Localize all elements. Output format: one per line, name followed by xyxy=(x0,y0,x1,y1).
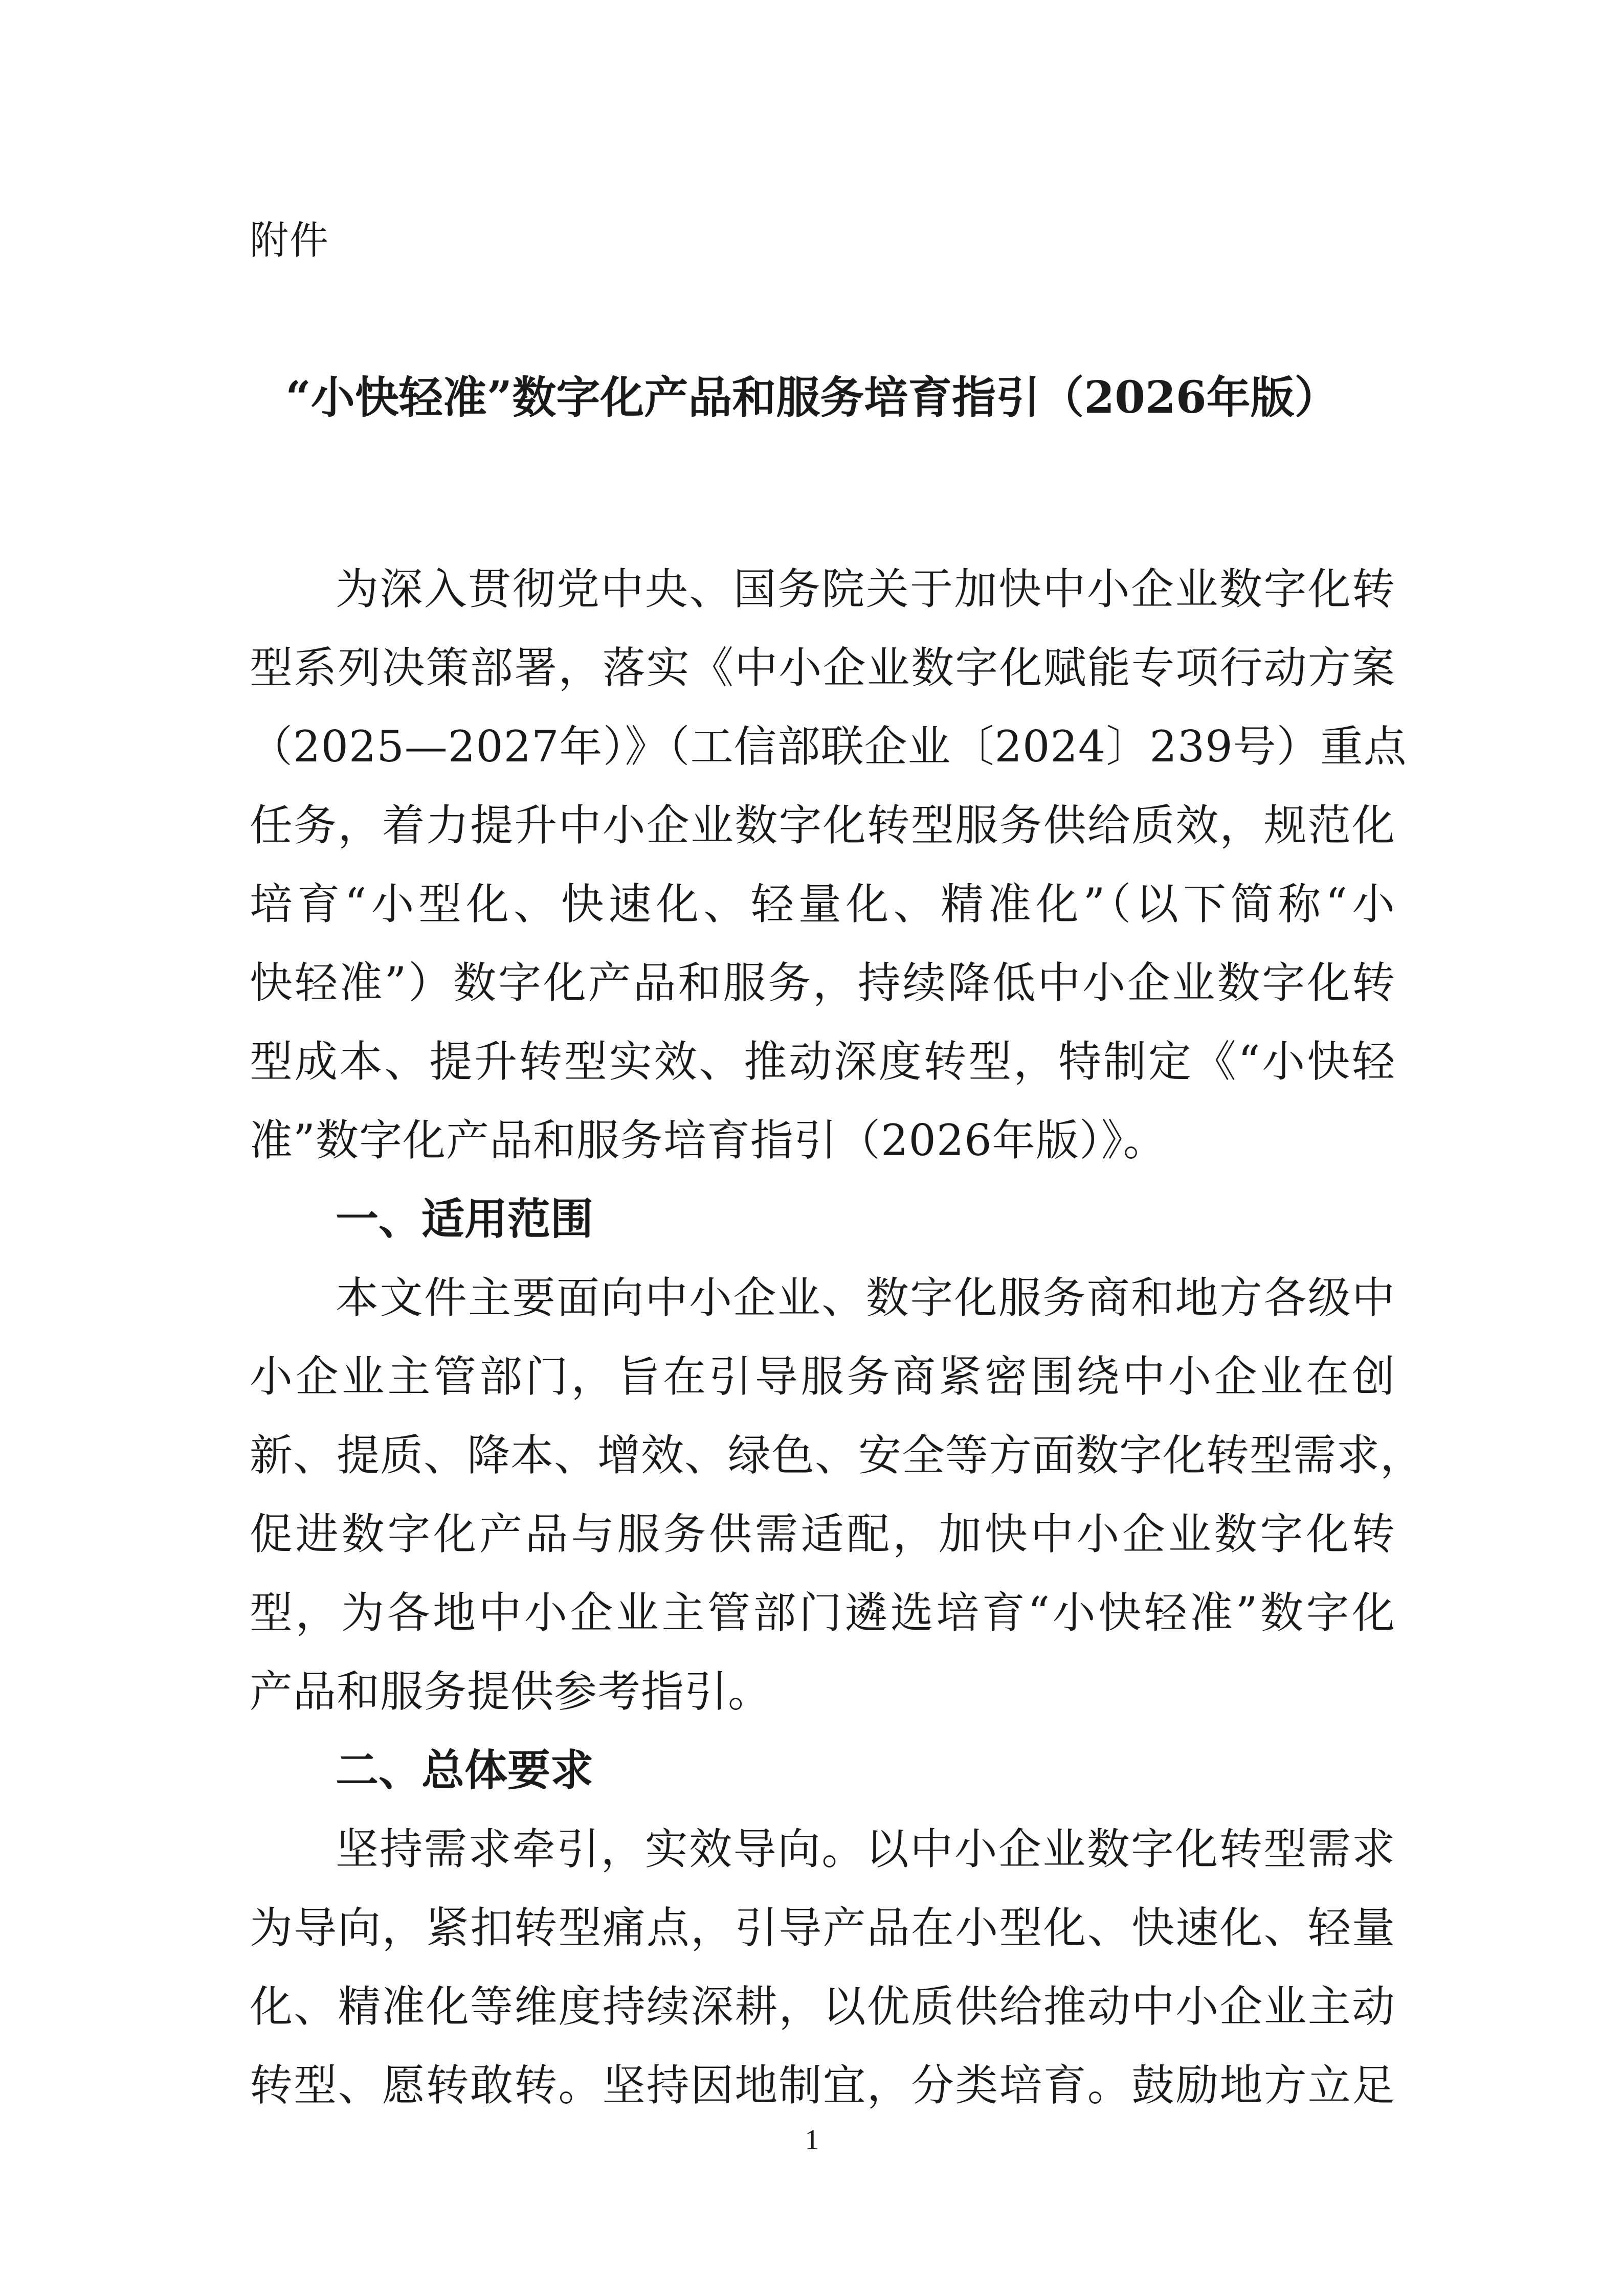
attachment-label: 附件 xyxy=(250,217,329,263)
paragraph-line: 化、精准化等维度持续深耕，以优质供给推动中小企业主动 xyxy=(250,1982,1395,2032)
paragraph-line: 坚持需求牵引，实效导向。以中小企业数字化转型需求 xyxy=(336,1824,1395,1874)
paragraph-line: 为导向，紧扣转型痛点，引导产品在小型化、快速化、轻量 xyxy=(250,1903,1395,1953)
paragraph-line: 转型、愿转敢转。坚持因地制宜，分类培育。鼓励地方立足 xyxy=(250,2060,1395,2110)
paragraph-line: 产品和服务提供参考指引。 xyxy=(250,1667,772,1717)
page-number: 1 xyxy=(805,2124,819,2156)
paragraph-line: 快轻准”）数字化产品和服务，持续降低中小企业数字化转 xyxy=(250,958,1395,1008)
paragraph-line: 型成本、提升转型实效、推动深度转型，特制定《“小快轻 xyxy=(250,1037,1395,1087)
paragraph-line: 型系列决策部署，落实《中小企业数字化赋能专项行动方案 xyxy=(250,643,1395,693)
paragraph-line: 本文件主要面向中小企业、数字化服务商和地方各级中 xyxy=(336,1273,1395,1323)
paragraph-line: 型，为各地中小企业主管部门遴选培育“小快轻准”数字化 xyxy=(250,1588,1395,1638)
paragraph-line: 培育“小型化、快速化、轻量化、精准化”（以下简称“小 xyxy=(250,879,1395,929)
paragraph-line: 新、提质、降本、增效、绿色、安全等方面数字化转型需求， xyxy=(250,1430,1424,1480)
document-title: “小快轻准”数字化产品和服务培育指引（2026年版） xyxy=(285,372,1339,423)
section-heading-scope: 一、适用范围 xyxy=(336,1194,594,1244)
paragraph-line: 任务，着力提升中小企业数字化转型服务供给质效，规范化 xyxy=(250,800,1395,850)
paragraph-line: 为深入贯彻党中央、国务院关于加快中小企业数字化转 xyxy=(336,564,1395,614)
paragraph-line: 促进数字化产品与服务供需适配，加快中小企业数字化转 xyxy=(250,1509,1395,1559)
paragraph-line: 小企业主管部门，旨在引导服务商紧密围绕中小企业在创 xyxy=(250,1352,1395,1402)
section-heading-requirements: 二、总体要求 xyxy=(336,1745,594,1795)
paragraph-line: 准”数字化产品和服务培育指引（2026年版）》。 xyxy=(250,1115,1167,1165)
document-body xyxy=(250,550,1424,2125)
paragraph-line: （2025—2027年）》（工信部联企业〔2024〕239号）重点 xyxy=(250,722,1407,772)
